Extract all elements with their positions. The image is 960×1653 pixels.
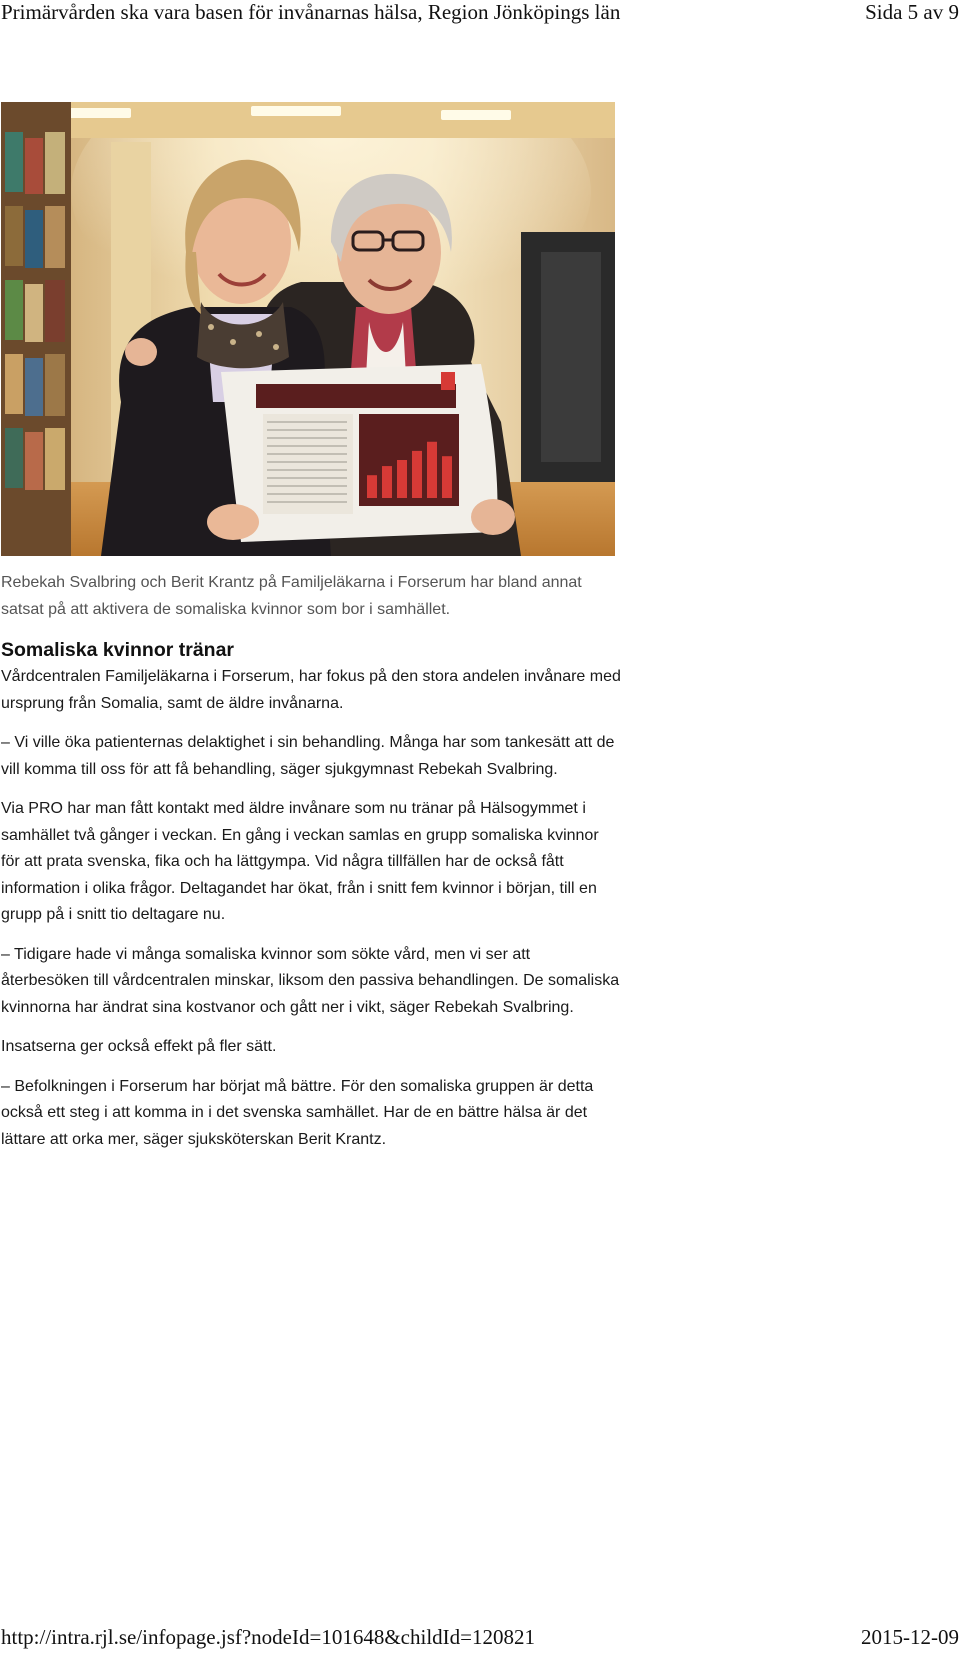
poster xyxy=(221,364,498,542)
poster-bar xyxy=(412,451,422,498)
poster-bar xyxy=(427,442,437,498)
page-footer xyxy=(0,1625,960,1653)
article xyxy=(1,570,621,1166)
article-paragraph: – Vi ville öka patienternas delaktighet i sin behandling. Många har som tankesätt att de vill komma till oss för att få behandling, säger sjukgymnast Rebekah Svalbring. xyxy=(1,734,615,778)
page-url: http://intra.rjl.se/infopage.jsf?nodeId=101648&childId=120821 xyxy=(1,1625,536,1649)
article-paragraph: – Tidigare hade vi många somaliska kvinnor som sökte vård, men vi ser att återbesöken till vårdcentralen minskar, liksom den passiva behandlingen. De somaliska kvinnorna har ändrat sina kostvanor och gått ner i vikt, säger Rebekah Svalbring. xyxy=(1,945,620,1016)
poster-bar xyxy=(397,460,407,498)
article-photo xyxy=(1,102,615,556)
article-paragraph: – Befolkningen i Forserum har börjat må bättre. För den somaliska gruppen är detta också ett steg i att komma in i det svenska samhället. Har de en bättre hälsa är det lättare att orka mer, säger sjuksköterskan Berit Krantz. xyxy=(1,1077,594,1148)
article-paragraph: Insatserna ger också effekt på fler sätt. xyxy=(1,1038,277,1055)
article-lead: Vårdcentralen Familjeläkarna i Forserum, har fokus på den stora andelen invånare med ursprung från Somalia, samt de äldre invånarna. xyxy=(1,668,621,712)
print-date: 2015-12-09 xyxy=(861,1625,959,1649)
page-number: Sida 5 av 9 xyxy=(865,0,959,24)
photo-caption: Rebekah Svalbring och Berit Krantz på Familjeläkarna i Forserum har bland annat satsat på att aktivera de somaliska kvinnor som bor i samhället. xyxy=(1,574,582,618)
poster-bar xyxy=(367,475,377,498)
article-paragraph: Via PRO har man fått kontakt med äldre invånare som nu tränar på Hälsogymmet i samhället två gånger i veckan. En gång i veckan samlas en grupp somaliska kvinnor för att prata svenska, fika och ha lättgympa. Vid några tillfällen har de också fått information i olika frågor. Deltagandet har ökat, från i snitt fem kvinnor i början, till en grupp på i snitt tio deltagare nu. xyxy=(1,800,599,923)
page-header xyxy=(0,0,960,26)
article-headline: Somaliska kvinnor tränar xyxy=(1,639,235,661)
document-title: Primärvården ska vara basen för invånarnas hälsa, Region Jönköpings län xyxy=(1,0,621,24)
poster-bar xyxy=(442,456,452,498)
poster-bar xyxy=(382,466,392,498)
